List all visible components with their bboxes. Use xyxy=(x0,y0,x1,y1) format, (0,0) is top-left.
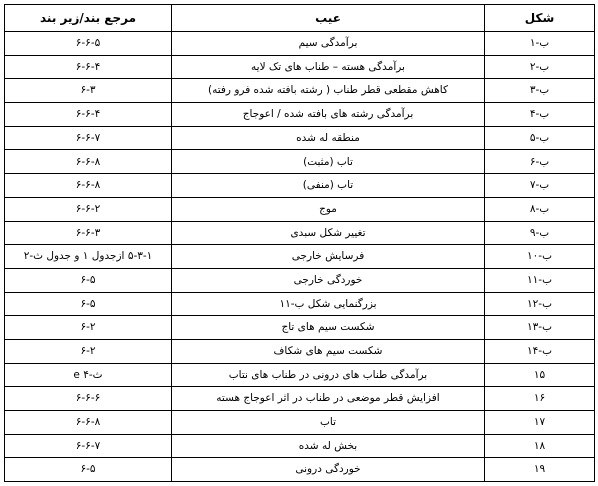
cell-shape: ب-۵ xyxy=(485,126,595,150)
cell-shape: ۱۸ xyxy=(485,434,595,458)
table-row xyxy=(5,197,595,221)
cell-defect: تاب (مثبت) xyxy=(172,150,485,174)
table-row xyxy=(5,292,595,316)
table-row xyxy=(5,221,595,245)
cell-reference: ۶-۶-۳ xyxy=(5,221,172,245)
cell-defect: کاهش مقطعی قطر طناب ( رشته بافته شده فرو رفته) xyxy=(172,79,485,103)
header-row xyxy=(5,5,595,32)
table-row xyxy=(5,150,595,174)
cell-shape: ۱۶ xyxy=(485,387,595,411)
cell-defect: بخش له شده xyxy=(172,434,485,458)
table-row xyxy=(5,55,595,79)
cell-defect: برآمدگی هسته – طناب های تک لایه xyxy=(172,55,485,79)
cell-defect: افزایش قطر موضعی در طناب در اثر اعوجاج هسته xyxy=(172,387,485,411)
cell-reference: ۶-۶-۶ xyxy=(5,387,172,411)
cell-defect: تاب xyxy=(172,411,485,435)
cell-shape: ب-۹ xyxy=(485,221,595,245)
table-row xyxy=(5,268,595,292)
header-defect: عیب xyxy=(172,5,485,32)
cell-reference: ۶-۶-۸ xyxy=(5,411,172,435)
cell-reference: ۵-۳-۱ ازجدول ۱ و جدول ث-۲ xyxy=(5,245,172,269)
cell-shape: ب-۱ xyxy=(485,32,595,56)
defects-table xyxy=(4,4,595,482)
cell-defect: تاب (منفی) xyxy=(172,174,485,198)
table-row xyxy=(5,316,595,340)
table-row xyxy=(5,434,595,458)
cell-reference: ۶-۵ xyxy=(5,268,172,292)
cell-reference: ۶-۶-۸ xyxy=(5,150,172,174)
cell-shape: ب-۶ xyxy=(485,150,595,174)
cell-shape: ب-۳ xyxy=(485,79,595,103)
cell-defect: برآمدگی سیم xyxy=(172,32,485,56)
cell-reference: ۶-۲ xyxy=(5,339,172,363)
table-row xyxy=(5,363,595,387)
cell-reference: ۶-۶-۴ xyxy=(5,55,172,79)
cell-defect: شکست سیم های تاج xyxy=(172,316,485,340)
cell-shape: ب-۴ xyxy=(485,103,595,127)
table-row xyxy=(5,174,595,198)
cell-reference: ۶-۶-۸ xyxy=(5,174,172,198)
cell-reference: ث-۴ e xyxy=(5,363,172,387)
cell-shape: ب-۷ xyxy=(485,174,595,198)
table-row xyxy=(5,411,595,435)
cell-reference: ۶-۶-۵ xyxy=(5,32,172,56)
table-row xyxy=(5,245,595,269)
cell-defect: موج xyxy=(172,197,485,221)
cell-reference: ۶-۵ xyxy=(5,292,172,316)
cell-defect: خوردگی درونی xyxy=(172,458,485,482)
table-row xyxy=(5,126,595,150)
table-row xyxy=(5,103,595,127)
cell-shape: ۱۹ xyxy=(485,458,595,482)
header-reference: مرجع بند/زیر بند xyxy=(5,5,172,32)
cell-shape: ب-۱۳ xyxy=(485,316,595,340)
header-shape: شکل xyxy=(485,5,595,32)
cell-reference: ۶-۵ xyxy=(5,458,172,482)
cell-reference: ۶-۶-۷ xyxy=(5,434,172,458)
cell-defect: بزرگنمایی شکل ب-۱۱ xyxy=(172,292,485,316)
cell-defect: شکست سیم های شکاف xyxy=(172,339,485,363)
cell-shape: ب-۱۱ xyxy=(485,268,595,292)
cell-shape: ۱۵ xyxy=(485,363,595,387)
cell-reference: ۶-۶-۷ xyxy=(5,126,172,150)
table-header xyxy=(5,5,595,32)
table-row xyxy=(5,79,595,103)
cell-reference: ۶-۶-۲ xyxy=(5,197,172,221)
cell-shape: ۱۷ xyxy=(485,411,595,435)
cell-shape: ب-۸ xyxy=(485,197,595,221)
table-body xyxy=(5,32,595,482)
cell-defect: برآمدگی رشته های بافته شده / اعوجاج xyxy=(172,103,485,127)
cell-shape: ب-۲ xyxy=(485,55,595,79)
cell-shape: ب-۱۲ xyxy=(485,292,595,316)
table-row xyxy=(5,458,595,482)
cell-reference: ۶-۲ xyxy=(5,316,172,340)
cell-defect: فرسایش خارجی xyxy=(172,245,485,269)
cell-defect: منطقه له شده xyxy=(172,126,485,150)
cell-defect: برآمدگی طناب های درونی در طناب های نتاب xyxy=(172,363,485,387)
table-row xyxy=(5,387,595,411)
cell-reference: ۶-۶-۴ xyxy=(5,103,172,127)
cell-shape: ب-۱۰ xyxy=(485,245,595,269)
cell-shape: ب-۱۴ xyxy=(485,339,595,363)
cell-defect: تغییر شکل سبدی xyxy=(172,221,485,245)
table-row xyxy=(5,339,595,363)
cell-defect: خوردگی خارجی xyxy=(172,268,485,292)
cell-reference: ۶-۳ xyxy=(5,79,172,103)
table-row xyxy=(5,32,595,56)
